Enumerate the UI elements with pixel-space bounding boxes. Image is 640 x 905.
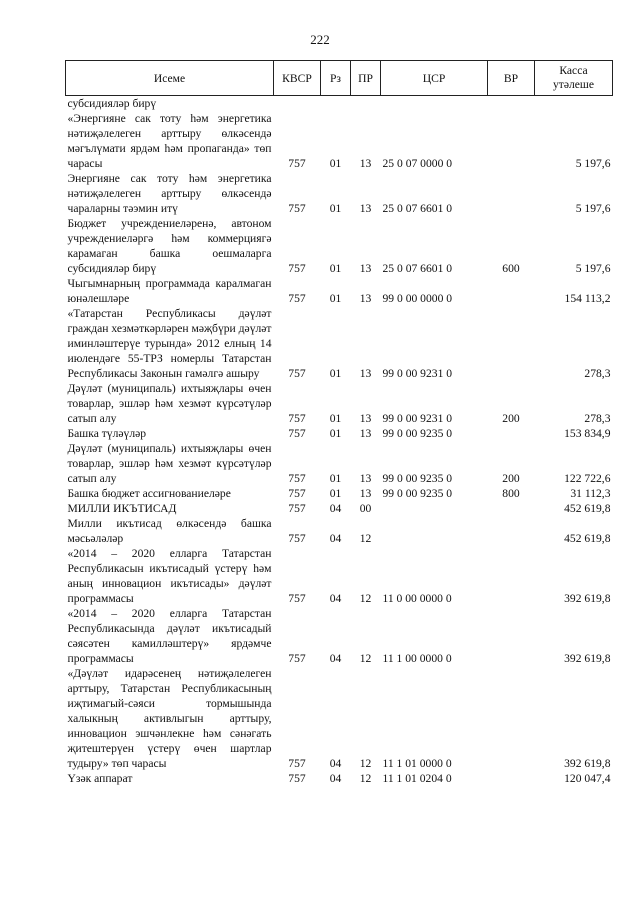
table-row	[66, 546, 613, 606]
cell-sum: 154 113,2	[564, 292, 611, 305]
cell-sum: 5 197,6	[575, 262, 611, 275]
cell-csr: 99 0 00 0000 0	[382, 292, 453, 305]
cell-csr: 99 0 00 9235 0	[382, 472, 453, 485]
cell-vr	[488, 606, 535, 666]
cell-kvsr	[274, 96, 321, 112]
table-row	[66, 96, 613, 112]
header-sum-line1: Касса	[559, 64, 588, 77]
cell-name: Дәүләт (муниципаль) ихтыяҗлары өчен товарлар, эшләр һәм хезмәт күрсәтүләр сатып алу	[67, 382, 272, 425]
cell-csr	[381, 96, 488, 112]
cell-kvsr: 757	[288, 757, 306, 770]
cell-kvsr: 757	[288, 502, 306, 515]
cell-pr: 13	[359, 262, 372, 275]
cell-name: субсидияләр бирү	[67, 97, 157, 110]
cell-rz: 01	[329, 292, 342, 305]
header-kvsr: КВСР	[274, 61, 321, 96]
cell-vr	[488, 771, 535, 786]
cell-csr	[381, 516, 488, 546]
cell-kvsr: 757	[288, 532, 306, 545]
cell-csr: 25 0 07 6601 0	[382, 262, 453, 275]
cell-rz: 04	[329, 652, 342, 665]
cell-name: Башка түләүләр	[67, 427, 147, 440]
table-row	[66, 501, 613, 516]
cell-sum: 31 112,3	[570, 487, 611, 500]
cell-csr: 25 0 07 6601 0	[382, 202, 453, 215]
table-row	[66, 486, 613, 501]
cell-csr: 11 1 01 0204 0	[382, 772, 452, 785]
cell-pr: 12	[359, 772, 372, 785]
cell-vr	[488, 306, 535, 381]
cell-vr	[488, 426, 535, 441]
table-row	[66, 111, 613, 171]
cell-kvsr: 757	[288, 772, 306, 785]
cell-rz: 01	[329, 157, 342, 170]
cell-sum: 5 197,6	[575, 202, 611, 215]
table-row	[66, 426, 613, 441]
cell-sum: 392 619,8	[564, 652, 611, 665]
cell-pr: 00	[359, 502, 372, 515]
cell-name: Дәүләт (муниципаль) ихтыяҗлары өчен товарлар, эшләр һәм хезмәт күрсәтүләр сатып алу	[67, 442, 272, 485]
cell-pr: 13	[359, 157, 372, 170]
cell-pr: 12	[359, 757, 372, 770]
cell-name: «Татарстан Республикасы дәүләт граждан хезмәткәрләрен мәҗбүри дәүләт иминләштерүе турында» 2012 елның 14 июлендәге 55-ТРЗ номерлы Татарстан Республикасы Законын гамәлгә ашыру	[67, 307, 272, 380]
cell-name: Бюджет учреждениеләренә, автоном учреждениеләргә һәм коммерциягә карамаган башка оешмаларга субсидияләр бирү	[67, 217, 272, 275]
cell-kvsr: 757	[288, 292, 306, 305]
cell-vr	[488, 666, 535, 771]
cell-name: «2014 – 2020 елларга Татарстан Республикасын икътисадый үстерү һәм аның инновацион икътисады» дәүләт программасы	[67, 547, 272, 605]
cell-kvsr: 757	[288, 202, 306, 215]
cell-name: МИЛЛИ ИКЪТИСАД	[67, 502, 177, 515]
cell-vr: 600	[502, 262, 520, 275]
cell-rz: 01	[329, 427, 342, 440]
cell-kvsr: 757	[288, 412, 306, 425]
cell-pr: 13	[359, 427, 372, 440]
cell-rz: 04	[329, 592, 342, 605]
cell-pr: 13	[359, 367, 372, 380]
cell-vr	[488, 501, 535, 516]
cell-vr	[488, 516, 535, 546]
cell-vr	[488, 171, 535, 216]
cell-rz: 01	[329, 202, 342, 215]
cell-sum: 452 619,8	[564, 532, 611, 545]
cell-kvsr: 757	[288, 487, 306, 500]
cell-rz: 01	[329, 262, 342, 275]
cell-csr: 99 0 00 9235 0	[382, 487, 453, 500]
cell-csr: 25 0 07 0000 0	[382, 157, 453, 170]
cell-pr	[351, 96, 381, 112]
cell-sum: 122 722,6	[564, 472, 611, 485]
cell-csr: 11 1 01 0000 0	[382, 757, 452, 770]
table-row	[66, 276, 613, 306]
cell-pr: 13	[359, 292, 372, 305]
cell-name: «2014 – 2020 елларга Татарстан Республикасында дәүләт икътисадый сәясәтен камилләштерү» ярдәмче программасы	[67, 607, 272, 665]
cell-csr: 99 0 00 9235 0	[382, 427, 453, 440]
cell-vr	[488, 111, 535, 171]
cell-kvsr: 757	[288, 592, 306, 605]
cell-pr: 12	[359, 652, 372, 665]
cell-rz: 01	[329, 367, 342, 380]
cell-vr: 200	[502, 412, 520, 425]
header-rz: Рз	[321, 61, 351, 96]
cell-name: Милли икътисад өлкәсендә башка мәсьәләләр	[67, 517, 272, 545]
table-row	[66, 216, 613, 276]
header-sum	[535, 61, 613, 96]
cell-name: «Дәүләт идарәсенең нәтиҗәлелеген арттыру, Татарстан Республикасының иҗтимагый-сәяси тормышында халыкның активлыгын арттыру, инновацион эшчәнлекне һәм сәнәгать җитештерүен үстерү өчен шартлар тудыру» төп чарасы	[67, 667, 272, 770]
cell-rz: 04	[329, 502, 342, 515]
cell-rz: 04	[329, 532, 342, 545]
cell-sum: 120 047,4	[564, 772, 611, 785]
cell-name: Башка бюджет ассигнованиеләре	[67, 487, 231, 500]
budget-table	[65, 60, 613, 786]
cell-pr: 13	[359, 472, 372, 485]
table-row	[66, 171, 613, 216]
cell-csr: 11 0 00 0000 0	[382, 592, 452, 605]
cell-sum: 392 619,8	[564, 757, 611, 770]
header-vr: ВР	[488, 61, 535, 96]
header-pr: ПР	[351, 61, 381, 96]
cell-vr	[488, 546, 535, 606]
page-number: 222	[310, 32, 330, 47]
cell-sum: 392 619,8	[564, 592, 611, 605]
cell-kvsr: 757	[288, 367, 306, 380]
cell-kvsr: 757	[288, 262, 306, 275]
cell-pr: 13	[359, 487, 372, 500]
cell-csr: 99 0 00 9231 0	[382, 412, 453, 425]
cell-name: Үзәк аппарат	[67, 772, 133, 785]
cell-pr: 12	[359, 532, 372, 545]
cell-rz	[321, 96, 351, 112]
cell-sum: 5 197,6	[575, 157, 611, 170]
table-row	[66, 441, 613, 486]
cell-kvsr: 757	[288, 652, 306, 665]
table-row	[66, 606, 613, 666]
table-row	[66, 666, 613, 771]
table-header-row	[66, 61, 613, 96]
cell-rz: 01	[329, 472, 342, 485]
cell-sum: 452 619,8	[564, 502, 611, 515]
cell-csr: 11 1 00 0000 0	[382, 652, 452, 665]
cell-csr: 99 0 00 9231 0	[382, 367, 453, 380]
cell-name: Чыгымнарның программада каралмаган юнәлешләре	[67, 277, 272, 305]
cell-vr	[488, 276, 535, 306]
cell-kvsr: 757	[288, 427, 306, 440]
table-row	[66, 771, 613, 786]
cell-vr: 200	[502, 472, 520, 485]
cell-rz: 04	[329, 757, 342, 770]
cell-name: «Энергияне сак тоту һәм энергетика нәтиҗәлелеген арттыру өлкәсендә мәгълүмати ярдәм һәм пропаганда» төп чарасы	[67, 112, 272, 170]
header-sum-line2: утәлеше	[552, 78, 594, 91]
header-csr: ЦСР	[381, 61, 488, 96]
cell-pr: 13	[359, 202, 372, 215]
table-row	[66, 306, 613, 381]
cell-sum: 153 834,9	[564, 427, 611, 440]
cell-vr: 800	[502, 487, 520, 500]
cell-sum: 278,3	[584, 367, 611, 380]
table-row	[66, 381, 613, 426]
cell-pr: 12	[359, 592, 372, 605]
cell-vr	[488, 96, 535, 112]
cell-pr: 13	[359, 412, 372, 425]
header-name: Исеме	[66, 61, 274, 96]
cell-rz: 01	[329, 487, 342, 500]
cell-rz: 01	[329, 412, 342, 425]
cell-csr	[381, 501, 488, 516]
cell-sum: 278,3	[584, 412, 611, 425]
table-row	[66, 516, 613, 546]
cell-kvsr: 757	[288, 472, 306, 485]
cell-name: Энергияне сак тоту һәм энергетика нәтиҗәлелеген арттыру өлкәсендә чараларны тәэмин итү	[67, 172, 272, 215]
cell-rz: 04	[329, 772, 342, 785]
cell-kvsr: 757	[288, 157, 306, 170]
cell-sum	[535, 96, 613, 112]
